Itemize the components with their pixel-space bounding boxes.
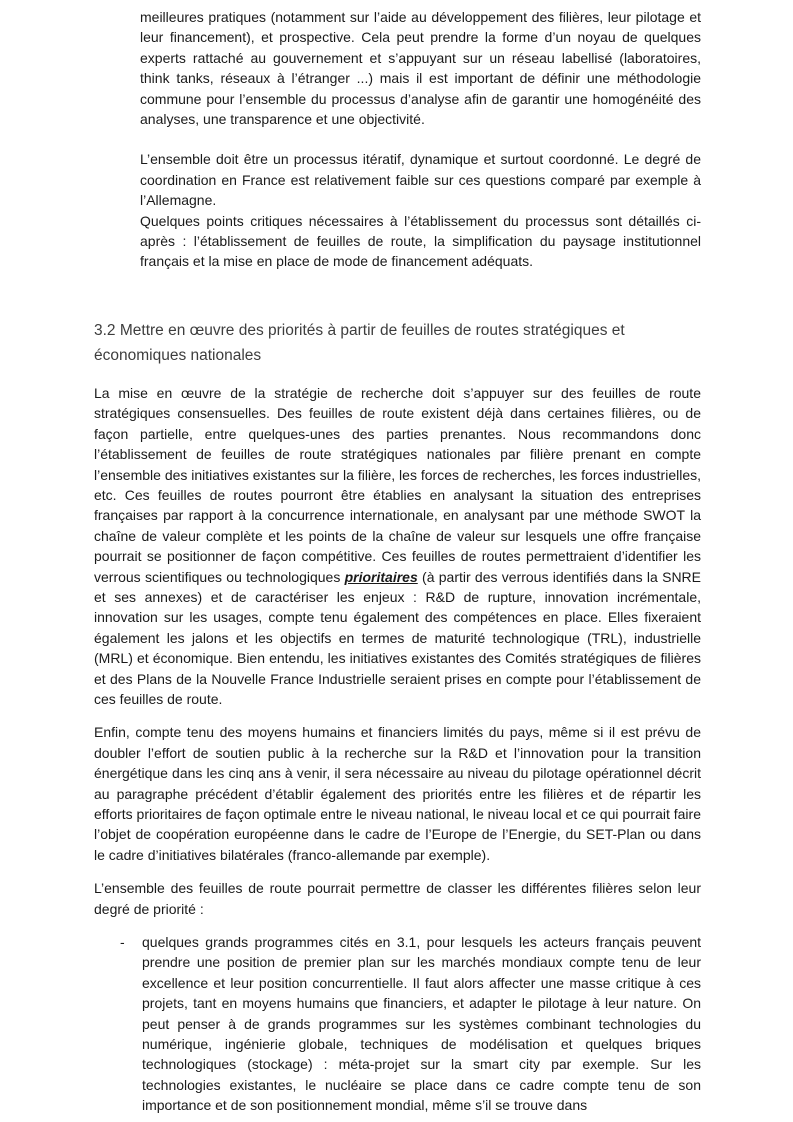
bullet-marker: -	[120, 934, 125, 951]
text-run: (à partir des verrous identifiés dans la SNRE et ses annexes) et de caractériser les enjeux : R&D de rupture, innovation incrémentale, innovation sur les usages, compte tenu également des compétences en place. Elles fixeraient également les jalons et les objectifs en termes de maturité technologique (TRL), industrielle (MRL) et économique. Bien entendu, les initiatives existantes des Comités stratégiques de filières et des Plans de la Nouvelle France Industrielle seraient prises en compte pour l’établissement de ces feuilles de route.	[94, 568, 701, 707]
paragraph: Enfin, compte tenu des moyens humains et financiers limités du pays, même si il est prévu de doubler l’effort de soutien public à la recherche sur la R&D et l’innovation pour la transition énergétique dans les cinq ans à venir, il sera nécessaire au niveau du pilotage opérationnel décrit au paragraphe précédent d’établir également des priorités entre les filières et de répartir les efforts prioritaires de façon optimale entre le niveau national, le niveau local et ce qui pourrait faire l’objet de coopération européenne dans le cadre de l’Europe de l’Energie, du SET-Plan ou dans le cadre d’initiatives bilatérales (franco-allemande par exemple).	[94, 724, 701, 863]
list-item-text: quelques grands programmes cités en 3.1, pour lesquels les acteurs français peuvent prendre une position de premier plan sur les marchés mondiaux compte tenu de leur excellence et leur position concurrentielle. Il faut alors affecter une masse critique à ces projets, tant en moyens humains que financiers, et adapter le pilotage à leur nature. On peut penser à de grands programmes sur les systèmes combinant technologies du numérique, ingénierie globale, techniques de modélisation et quelques briques technologiques (stockage) : méta-projet sur la smart city par exemple. Sur les technologies existantes, le nucléaire se place dans ce cadre compte tenu de son importance et de son positionnement mondial, même s’il se trouve dans	[142, 934, 701, 1114]
emphasized-term: prioritaires	[344, 568, 418, 585]
list-item	[94, 932, 701, 1116]
text-run: La mise en œuvre de la stratégie de recherche doit s’appuyer sur des feuilles de route stratégiques consensuelles. Des feuilles de route existent déjà dans certaines filières, ou de façon partielle, entre quelques-unes des parties prenantes. Nous recommandons donc l’établissement de feuilles de route stratégiques nationales par filière prenant en compte l’ensemble des initiatives existantes sur la filière, les forces de recherches, les forces industrielles, etc. Ces feuilles de routes pourront être établies en analysant la situation des entreprises françaises par rapport à la concurrence internationale, en analysant par une méthode SWOT la chaîne de valeur complète et les points de la chaîne de valeur sur lesquels une offre française pourrait se positionner de façon compétitive. Ces feuilles de routes permettraient d’identifier les verrous scientifiques ou technologiques	[94, 384, 701, 585]
section-heading: 3.2 Mettre en œuvre des priorités à partir de feuilles de routes stratégiques et économiques nationales	[94, 321, 625, 364]
paragraph: Quelques points critiques nécessaires à l’établissement du processus sont détaillés ci-après : l’établissement de feuilles de route, la simplification du paysage institutionnel français et la mise en place de mode de financement adéquats.	[140, 212, 701, 270]
paragraph-continuation: meilleures pratiques (notamment sur l’aide au développement des filières, leur pilotage et leur financement), et prospective. Cela peut prendre la forme d’un noyau de quelques experts rattaché au gouvernement et s’appuyant sur un réseau labellisé (laboratoires, think tanks, réseaux à l’étranger ...) mais il est important de définir une méthodologie commune pour l’ensemble du processus d’analyse afin de garantir une homogénéité des analyses, une transparence et une objectivité.	[140, 9, 701, 128]
paragraph: L’ensemble doit être un processus itératif, dynamique et surtout coordonné. Le degré de coordination en France est relativement faible sur ces questions comparé par exemple à l’Allemagne.	[140, 151, 701, 209]
intro-block	[140, 7, 701, 272]
paragraph	[94, 383, 701, 710]
paragraph: L’ensemble des feuilles de route pourrait permettre de classer les différentes filières selon leur degré de priorité :	[94, 880, 701, 917]
